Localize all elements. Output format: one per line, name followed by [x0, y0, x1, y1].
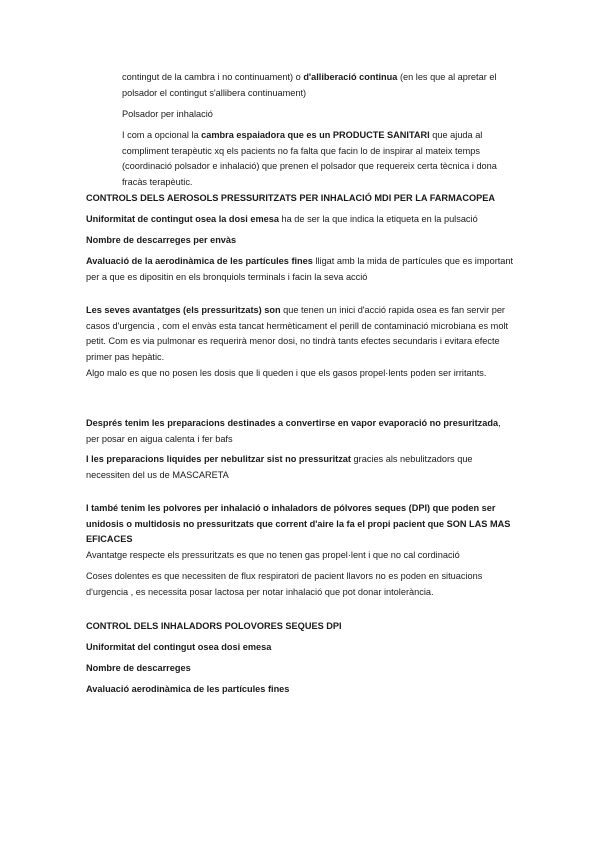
paragraph-dpi-advantage: Avantatge respecte els pressuritzats es que no tenen gas propel·lent i que no cal cordinació: [86, 550, 460, 560]
heading-dpi-controls: CONTROL DELS INHALADORS POLOVORES SEQUES DPI: [86, 621, 342, 631]
text-run: contingut de la cambra i no continuament) o: [122, 72, 304, 82]
paragraph-pressurized-advantages: [86, 303, 516, 365]
heading-mdi-controls: CONTROLS DELS AEROSOLS PRESSURITZATS PER INHALACIÓ MDI PER LA FARMACOPEA: [86, 193, 496, 203]
bold-run: Les seves avantatges (els pressuritzats) son: [86, 305, 281, 315]
bold-run: Després tenim les preparacions destinades a convertirse en vapor evaporació no presuritzada: [86, 418, 499, 428]
paragraph-continuous-release: [122, 70, 517, 101]
text-run: ha de ser la que indica la etiqueta en la pulsació: [278, 214, 478, 224]
text-run: que tenen un inici d'acció rapida osea es fan servir per casos d'urgencia , com el envàs esta tancat hermèticament el perill de contaminació microbiana es molt petit. Com es via pulmonar es requerirà menor dosi, no tindrà tants efectes secundaris i evitara efecte primer pas hepàtic.: [86, 305, 509, 362]
paragraph-dry-powder-inhalers: I també tenim les polvores per inhalació o inhaladors de pólvores seques (DPI) que poden ser unidosis o multidosis no pressuritzats que corrent d'aire la fa el propi pacient que SON LAS MAS EFICACES: [86, 503, 511, 544]
paragraph-spacer-chamber: [122, 128, 517, 190]
paragraph-pressurized-drawbacks: Algo malo es que no posen les dosis que li queden i que els gasos propel·lents poden ser irritants.: [86, 368, 487, 378]
text-run: que ajuda al compliment terapèutic xq els pacients no fa falta que facin lo de inspirar al mateix temps (coordinació polsador e inhalació) que prenen el polsador que requereix certa tècnica i dona fracàs terapèutic.: [122, 130, 497, 187]
paragraph-nebulizer-preparations: [86, 452, 516, 483]
bold-run: I les preparacions liquides per nebulitzar sist no pressuritzat: [86, 454, 351, 464]
paragraph-number-of-discharges: Nombre de descarreges per envàs: [86, 235, 237, 245]
text-run: lligat amb la mida de partícules que es important per a que es dipositin en els bronquiols terminals i facin la seva acció: [86, 256, 514, 282]
paragraph-dpi-content-uniformity: Uniformitat del contingut osea dosi emesa: [86, 642, 272, 652]
text-run: I com a opcional la: [122, 130, 202, 140]
text-run: gracies als nebulitzadors que necessiten del us de MASCARETA: [86, 454, 473, 480]
paragraph-dpi-drawbacks: Coses dolentes es que necessiten de flux respiratori de pacient llavors no es poden en situacions d'urgencia , es necessita posar lactosa per notar inhalació que pot donar intolerància.: [86, 571, 483, 597]
paragraph-dpi-aerodynamic-evaluation: Avaluació aerodinàmica de les partícules fines: [86, 684, 290, 694]
bold-run: Uniformitat de contingut osea la dosi emesa: [86, 214, 279, 224]
paragraph-aerodynamic-evaluation: [86, 254, 516, 285]
text-run: , per posar en aigua calenta i fer bafs: [86, 418, 501, 444]
paragraph-vapor-preparations: [86, 416, 516, 447]
bold-run: Avaluació de la aerodinàmica de les partícules fines: [86, 256, 313, 266]
text-run: (en les que al apretar el polsador el contingut s'allibera continuament): [122, 72, 497, 98]
paragraph-dpi-discharges: Nombre de descarreges: [86, 663, 191, 673]
paragraph-inhalation-pusher: Polsador per inhalació: [122, 109, 213, 119]
paragraph-content-uniformity: [86, 212, 566, 228]
bold-run: d'alliberació continua: [303, 72, 398, 82]
bold-run: cambra espaiadora que es un PRODUCTE SANITARI: [201, 130, 430, 140]
